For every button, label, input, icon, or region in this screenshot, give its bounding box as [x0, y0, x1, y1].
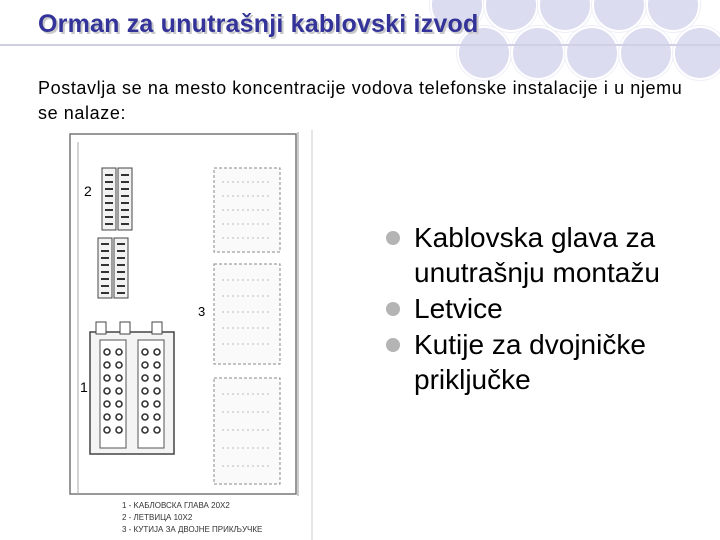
- decor-circle: [673, 26, 720, 80]
- legend-line-2: 2 - ЛЕТВИЦА 10X2: [122, 513, 193, 522]
- title-divider: [0, 44, 720, 46]
- outlet-boxes: [214, 168, 280, 484]
- decor-circle: [619, 26, 673, 80]
- bullet-text: Kutije za dvojničke priključke: [414, 329, 646, 395]
- intro-text: Postavlja se na mesto koncentracije vodova telefonske instalacije i u njemu se nalaze:: [38, 78, 683, 123]
- legend-line-1: 1 - KАБЛОВСКА ГЛАВА 20X2: [122, 501, 230, 510]
- label-3: 3: [198, 304, 206, 319]
- bullet-item: [384, 291, 704, 326]
- label-2: 2: [84, 183, 92, 199]
- bullet-text: Kablovska glava za unutrašnju montažu: [414, 222, 660, 288]
- bullet-dot-icon: [386, 302, 400, 316]
- bullet-item: [384, 220, 704, 290]
- terminal-strip-middle: [98, 238, 128, 298]
- bullet-dot-icon: [386, 231, 400, 245]
- label-1: 1: [80, 379, 88, 395]
- cabinet-diagram: [66, 130, 318, 540]
- decor-circle: [511, 26, 565, 80]
- bullet-list: [384, 220, 704, 398]
- slide-title: Orman za unutrašnji kablovski izvod: [38, 10, 479, 38]
- decor-circle: [565, 26, 619, 80]
- legend-line-3: 3 - КУТИЈА ЗА ДВОЈНЕ ПРИКЉУЧКЕ: [122, 525, 263, 534]
- cable-head: [90, 322, 174, 454]
- terminal-strip-top: [102, 168, 132, 230]
- bullet-item: [384, 327, 704, 397]
- bullet-dot-icon: [386, 338, 400, 352]
- bullet-text: Letvice: [414, 293, 503, 324]
